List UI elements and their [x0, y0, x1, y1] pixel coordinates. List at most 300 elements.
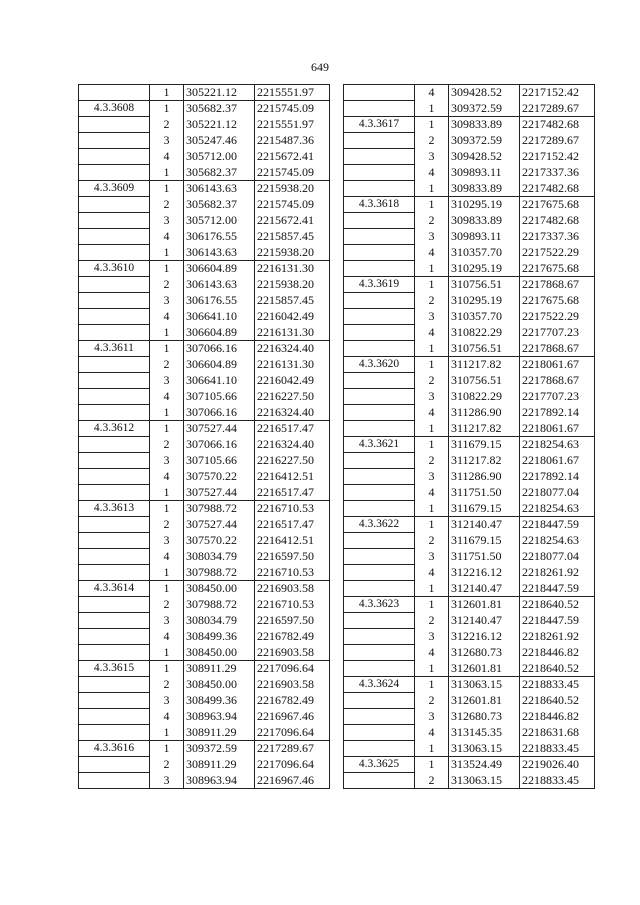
x-coordinate-cell: 311286.90: [449, 405, 520, 421]
x-coordinate-cell: 310756.51: [449, 277, 520, 293]
table-row: [79, 149, 330, 165]
point-number-cell: 4: [415, 165, 449, 181]
x-coordinate-cell: 309893.11: [449, 229, 520, 245]
table-row: [79, 229, 330, 245]
table-row: [79, 101, 330, 117]
table-row: [344, 165, 595, 181]
table-row: [79, 325, 330, 341]
point-number-cell: 1: [415, 437, 449, 453]
point-number-cell: 1: [415, 517, 449, 533]
y-coordinate-cell: 2218261.92: [520, 565, 595, 581]
parcel-id-cell: [79, 437, 150, 453]
y-coordinate-cell: 2218061.67: [520, 357, 595, 373]
point-number-cell: 2: [415, 693, 449, 709]
point-number-cell: 3: [415, 549, 449, 565]
parcel-id-cell: [79, 117, 150, 133]
x-coordinate-cell: 307105.66: [184, 389, 255, 405]
table-row: [344, 245, 595, 261]
point-number-cell: 3: [415, 709, 449, 725]
parcel-id-cell: [79, 389, 150, 405]
y-coordinate-cell: 2218446.82: [520, 645, 595, 661]
parcel-id-cell: [79, 373, 150, 389]
point-number-cell: 3: [415, 229, 449, 245]
x-coordinate-cell: 306176.55: [184, 229, 255, 245]
parcel-id-cell: [344, 453, 415, 469]
x-coordinate-cell: 310295.19: [449, 293, 520, 309]
y-coordinate-cell: 2217675.68: [520, 261, 595, 277]
x-coordinate-cell: 309372.59: [449, 101, 520, 117]
table-row: [344, 101, 595, 117]
point-number-cell: 1: [150, 741, 184, 757]
y-coordinate-cell: 2215672.41: [255, 213, 330, 229]
parcel-id-cell: [79, 309, 150, 325]
y-coordinate-cell: 2215551.97: [255, 85, 330, 101]
table-row: [79, 117, 330, 133]
x-coordinate-cell: 308034.79: [184, 613, 255, 629]
table-row: [79, 613, 330, 629]
parcel-id-cell: [344, 421, 415, 437]
table-row: [79, 293, 330, 309]
table-row: [344, 437, 595, 453]
point-number-cell: 2: [150, 437, 184, 453]
parcel-id-cell: [79, 469, 150, 485]
y-coordinate-cell: 2218447.59: [520, 581, 595, 597]
table-row: [344, 741, 595, 757]
parcel-id-cell: [344, 229, 415, 245]
y-coordinate-cell: 2218447.59: [520, 613, 595, 629]
table-row: [79, 741, 330, 757]
y-coordinate-cell: 2217868.67: [520, 277, 595, 293]
x-coordinate-cell: 306604.89: [184, 261, 255, 277]
x-coordinate-cell: 311751.50: [449, 485, 520, 501]
x-coordinate-cell: 312601.81: [449, 597, 520, 613]
point-number-cell: 4: [415, 645, 449, 661]
parcel-id-cell: 4.3.3608: [79, 101, 150, 117]
point-number-cell: 4: [150, 469, 184, 485]
y-coordinate-cell: 2217096.64: [255, 757, 330, 773]
table-row: [344, 293, 595, 309]
parcel-id-cell: [79, 517, 150, 533]
parcel-id-cell: [79, 325, 150, 341]
parcel-id-cell: 4.3.3609: [79, 181, 150, 197]
parcel-id-cell: 4.3.3620: [344, 357, 415, 373]
y-coordinate-cell: 2218640.52: [520, 693, 595, 709]
x-coordinate-cell: 310357.70: [449, 309, 520, 325]
x-coordinate-cell: 306143.63: [184, 277, 255, 293]
table-row: [79, 581, 330, 597]
table-row: [344, 677, 595, 693]
point-number-cell: 1: [150, 165, 184, 181]
x-coordinate-cell: 311217.82: [449, 357, 520, 373]
y-coordinate-cell: 2217289.67: [520, 133, 595, 149]
y-coordinate-cell: 2215672.41: [255, 149, 330, 165]
point-number-cell: 3: [150, 613, 184, 629]
y-coordinate-cell: 2217482.68: [520, 117, 595, 133]
parcel-id-cell: [344, 645, 415, 661]
parcel-id-cell: 4.3.3617: [344, 117, 415, 133]
x-coordinate-cell: 310822.29: [449, 389, 520, 405]
parcel-id-cell: [344, 773, 415, 789]
parcel-id-cell: 4.3.3614: [79, 581, 150, 597]
table-row: [79, 645, 330, 661]
point-number-cell: 4: [150, 389, 184, 405]
x-coordinate-cell: 306143.63: [184, 245, 255, 261]
y-coordinate-cell: 2215857.45: [255, 229, 330, 245]
x-coordinate-cell: 308963.94: [184, 709, 255, 725]
point-number-cell: 1: [415, 357, 449, 373]
x-coordinate-cell: 310295.19: [449, 197, 520, 213]
point-number-cell: 3: [415, 469, 449, 485]
x-coordinate-cell: 312216.12: [449, 629, 520, 645]
y-coordinate-cell: 2216412.51: [255, 469, 330, 485]
point-number-cell: 2: [150, 597, 184, 613]
parcel-id-cell: [344, 581, 415, 597]
parcel-id-cell: [79, 645, 150, 661]
y-coordinate-cell: 2218447.59: [520, 517, 595, 533]
y-coordinate-cell: 2218077.04: [520, 549, 595, 565]
table-row: [79, 757, 330, 773]
x-coordinate-cell: 306604.89: [184, 357, 255, 373]
table-row: [79, 485, 330, 501]
x-coordinate-cell: 307570.22: [184, 533, 255, 549]
y-coordinate-cell: 2217522.29: [520, 309, 595, 325]
point-number-cell: 4: [150, 629, 184, 645]
x-coordinate-cell: 313063.15: [449, 773, 520, 789]
parcel-id-cell: [79, 597, 150, 613]
x-coordinate-cell: 309428.52: [449, 149, 520, 165]
y-coordinate-cell: 2217868.67: [520, 373, 595, 389]
x-coordinate-cell: 311286.90: [449, 469, 520, 485]
x-coordinate-cell: 308911.29: [184, 757, 255, 773]
x-coordinate-cell: 311217.82: [449, 421, 520, 437]
y-coordinate-cell: 2216042.49: [255, 309, 330, 325]
parcel-id-cell: [344, 533, 415, 549]
parcel-id-cell: [344, 725, 415, 741]
y-coordinate-cell: 2216131.30: [255, 325, 330, 341]
parcel-id-cell: [344, 101, 415, 117]
y-coordinate-cell: 2215938.20: [255, 181, 330, 197]
y-coordinate-cell: 2217152.42: [520, 149, 595, 165]
point-number-cell: 3: [150, 693, 184, 709]
table-row: [344, 613, 595, 629]
parcel-id-cell: [344, 325, 415, 341]
parcel-id-cell: [79, 133, 150, 149]
parcel-id-cell: [79, 629, 150, 645]
x-coordinate-cell: 307527.44: [184, 517, 255, 533]
parcel-id-cell: [79, 277, 150, 293]
parcel-id-cell: [344, 613, 415, 629]
point-number-cell: 1: [415, 661, 449, 677]
coordinate-table-right: [343, 84, 595, 789]
point-number-cell: 1: [150, 181, 184, 197]
point-number-cell: 2: [415, 133, 449, 149]
y-coordinate-cell: 2217707.23: [520, 325, 595, 341]
y-coordinate-cell: 2216517.47: [255, 517, 330, 533]
table-row: [344, 469, 595, 485]
point-number-cell: 1: [415, 677, 449, 693]
parcel-id-cell: 4.3.3619: [344, 277, 415, 293]
point-number-cell: 2: [415, 773, 449, 789]
y-coordinate-cell: 2218254.63: [520, 501, 595, 517]
table-row: [79, 597, 330, 613]
parcel-id-cell: [79, 677, 150, 693]
parcel-id-cell: [344, 261, 415, 277]
y-coordinate-cell: 2215551.97: [255, 117, 330, 133]
table-row: [344, 453, 595, 469]
x-coordinate-cell: 309372.59: [184, 741, 255, 757]
x-coordinate-cell: 311679.15: [449, 533, 520, 549]
parcel-id-cell: [79, 725, 150, 741]
table-row: [344, 757, 595, 773]
x-coordinate-cell: 310756.51: [449, 373, 520, 389]
x-coordinate-cell: 306641.10: [184, 373, 255, 389]
parcel-id-cell: [344, 213, 415, 229]
parcel-id-cell: [344, 501, 415, 517]
table-row: [344, 645, 595, 661]
point-number-cell: 4: [150, 149, 184, 165]
point-number-cell: 3: [150, 453, 184, 469]
y-coordinate-cell: 2216710.53: [255, 597, 330, 613]
table-row: [79, 197, 330, 213]
table-row: [344, 229, 595, 245]
y-coordinate-cell: 2217892.14: [520, 469, 595, 485]
parcel-id-cell: [344, 709, 415, 725]
parcel-id-cell: 4.3.3623: [344, 597, 415, 613]
x-coordinate-cell: 307105.66: [184, 453, 255, 469]
table-row: [79, 261, 330, 277]
x-coordinate-cell: 306176.55: [184, 293, 255, 309]
table-row: [344, 421, 595, 437]
x-coordinate-cell: 305247.46: [184, 133, 255, 149]
point-number-cell: 2: [415, 293, 449, 309]
point-number-cell: 2: [150, 677, 184, 693]
x-coordinate-cell: 307988.72: [184, 565, 255, 581]
x-coordinate-cell: 312140.47: [449, 517, 520, 533]
point-number-cell: 3: [150, 533, 184, 549]
table-row: [79, 677, 330, 693]
y-coordinate-cell: 2216782.49: [255, 629, 330, 645]
y-coordinate-cell: 2217675.68: [520, 197, 595, 213]
x-coordinate-cell: 307527.44: [184, 485, 255, 501]
point-number-cell: 1: [415, 757, 449, 773]
y-coordinate-cell: 2218446.82: [520, 709, 595, 725]
parcel-id-cell: [79, 485, 150, 501]
point-number-cell: 2: [415, 613, 449, 629]
point-number-cell: 2: [415, 213, 449, 229]
y-coordinate-cell: 2216042.49: [255, 373, 330, 389]
point-number-cell: 3: [415, 629, 449, 645]
parcel-id-cell: [79, 453, 150, 469]
parcel-id-cell: [344, 309, 415, 325]
coordinate-table-left: [78, 84, 330, 789]
point-number-cell: 3: [150, 373, 184, 389]
table-row: [344, 725, 595, 741]
table-row: [344, 501, 595, 517]
x-coordinate-cell: 310357.70: [449, 245, 520, 261]
parcel-id-cell: [344, 485, 415, 501]
x-coordinate-cell: 306641.10: [184, 309, 255, 325]
x-coordinate-cell: 307066.16: [184, 405, 255, 421]
point-number-cell: 4: [415, 725, 449, 741]
table-row: [344, 533, 595, 549]
table-row: [79, 709, 330, 725]
parcel-id-cell: [79, 773, 150, 789]
x-coordinate-cell: 310295.19: [449, 261, 520, 277]
x-coordinate-cell: 307066.16: [184, 341, 255, 357]
table-row: [344, 117, 595, 133]
table-row: [344, 373, 595, 389]
point-number-cell: 3: [415, 149, 449, 165]
table-row: [79, 453, 330, 469]
y-coordinate-cell: 2217337.36: [520, 165, 595, 181]
parcel-id-cell: [344, 245, 415, 261]
parcel-id-cell: 4.3.3624: [344, 677, 415, 693]
point-number-cell: 4: [415, 565, 449, 581]
parcel-id-cell: 4.3.3618: [344, 197, 415, 213]
point-number-cell: 2: [150, 517, 184, 533]
parcel-id-cell: [79, 229, 150, 245]
point-number-cell: 1: [150, 405, 184, 421]
point-number-cell: 1: [150, 101, 184, 117]
y-coordinate-cell: 2216597.50: [255, 613, 330, 629]
x-coordinate-cell: 308911.29: [184, 661, 255, 677]
y-coordinate-cell: 2216710.53: [255, 565, 330, 581]
table-row: [79, 517, 330, 533]
table-row: [79, 277, 330, 293]
point-number-cell: 1: [150, 261, 184, 277]
y-coordinate-cell: 2216324.40: [255, 437, 330, 453]
x-coordinate-cell: 308499.36: [184, 629, 255, 645]
parcel-id-cell: [79, 533, 150, 549]
y-coordinate-cell: 2216903.58: [255, 645, 330, 661]
y-coordinate-cell: 2217152.42: [520, 85, 595, 101]
point-number-cell: 1: [415, 597, 449, 613]
point-number-cell: 4: [150, 309, 184, 325]
point-number-cell: 1: [150, 245, 184, 261]
parcel-id-cell: [344, 549, 415, 565]
parcel-id-cell: [79, 709, 150, 725]
x-coordinate-cell: 307988.72: [184, 501, 255, 517]
parcel-id-cell: 4.3.3612: [79, 421, 150, 437]
parcel-id-cell: [79, 757, 150, 773]
parcel-id-cell: [79, 245, 150, 261]
table-row: [79, 309, 330, 325]
point-number-cell: 4: [415, 325, 449, 341]
point-number-cell: 1: [415, 117, 449, 133]
y-coordinate-cell: 2218061.67: [520, 453, 595, 469]
parcel-id-cell: [79, 149, 150, 165]
table-row: [344, 517, 595, 533]
x-coordinate-cell: 312680.73: [449, 709, 520, 725]
point-number-cell: 4: [150, 709, 184, 725]
y-coordinate-cell: 2216227.50: [255, 389, 330, 405]
table-row: [344, 629, 595, 645]
y-coordinate-cell: 2218833.45: [520, 773, 595, 789]
table-row: [344, 661, 595, 677]
y-coordinate-cell: 2218061.67: [520, 421, 595, 437]
point-number-cell: 1: [415, 741, 449, 757]
point-number-cell: 2: [150, 117, 184, 133]
parcel-id-cell: 4.3.3611: [79, 341, 150, 357]
point-number-cell: 1: [150, 325, 184, 341]
y-coordinate-cell: 2215938.20: [255, 277, 330, 293]
table-row: [344, 693, 595, 709]
parcel-id-cell: 4.3.3625: [344, 757, 415, 773]
y-coordinate-cell: 2216710.53: [255, 501, 330, 517]
table-row: [344, 277, 595, 293]
table-row: [79, 501, 330, 517]
y-coordinate-cell: 2215745.09: [255, 101, 330, 117]
x-coordinate-cell: 309893.11: [449, 165, 520, 181]
x-coordinate-cell: 312140.47: [449, 581, 520, 597]
y-coordinate-cell: 2218640.52: [520, 597, 595, 613]
parcel-id-cell: [344, 741, 415, 757]
y-coordinate-cell: 2216412.51: [255, 533, 330, 549]
point-number-cell: 1: [150, 645, 184, 661]
point-number-cell: 3: [150, 773, 184, 789]
table-row: [344, 709, 595, 725]
y-coordinate-cell: 2218254.63: [520, 533, 595, 549]
table-row: [344, 85, 595, 101]
y-coordinate-cell: 2217892.14: [520, 405, 595, 421]
y-coordinate-cell: 2217868.67: [520, 341, 595, 357]
parcel-id-cell: 4.3.3613: [79, 501, 150, 517]
point-number-cell: 3: [415, 389, 449, 405]
y-coordinate-cell: 2217707.23: [520, 389, 595, 405]
x-coordinate-cell: 307527.44: [184, 421, 255, 437]
x-coordinate-cell: 306604.89: [184, 325, 255, 341]
x-coordinate-cell: 313145.35: [449, 725, 520, 741]
point-number-cell: 2: [150, 357, 184, 373]
table-row: [79, 85, 330, 101]
parcel-id-cell: [79, 213, 150, 229]
parcel-id-cell: [344, 565, 415, 581]
x-coordinate-cell: 305682.37: [184, 197, 255, 213]
parcel-id-cell: 4.3.3621: [344, 437, 415, 453]
table-row: [79, 341, 330, 357]
y-coordinate-cell: 2217096.64: [255, 725, 330, 741]
x-coordinate-cell: 309833.89: [449, 117, 520, 133]
point-number-cell: 1: [150, 85, 184, 101]
y-coordinate-cell: 2215938.20: [255, 245, 330, 261]
x-coordinate-cell: 312216.12: [449, 565, 520, 581]
table-row: [79, 549, 330, 565]
x-coordinate-cell: 305682.37: [184, 101, 255, 117]
x-coordinate-cell: 308450.00: [184, 645, 255, 661]
y-coordinate-cell: 2217522.29: [520, 245, 595, 261]
parcel-id-cell: [344, 469, 415, 485]
y-coordinate-cell: 2217337.36: [520, 229, 595, 245]
point-number-cell: 4: [150, 229, 184, 245]
table-row: [344, 389, 595, 405]
table-row: [79, 437, 330, 453]
parcel-id-cell: [79, 693, 150, 709]
y-coordinate-cell: 2216597.50: [255, 549, 330, 565]
point-number-cell: 1: [415, 277, 449, 293]
y-coordinate-cell: 2215745.09: [255, 165, 330, 181]
point-number-cell: 1: [150, 485, 184, 501]
table-row: [79, 213, 330, 229]
table-row: [79, 565, 330, 581]
y-coordinate-cell: 2216517.47: [255, 421, 330, 437]
parcel-id-cell: [344, 629, 415, 645]
x-coordinate-cell: 308450.00: [184, 677, 255, 693]
table-row: [79, 373, 330, 389]
x-coordinate-cell: 311679.15: [449, 501, 520, 517]
table-row: [79, 181, 330, 197]
point-number-cell: 2: [415, 453, 449, 469]
parcel-id-cell: [79, 405, 150, 421]
